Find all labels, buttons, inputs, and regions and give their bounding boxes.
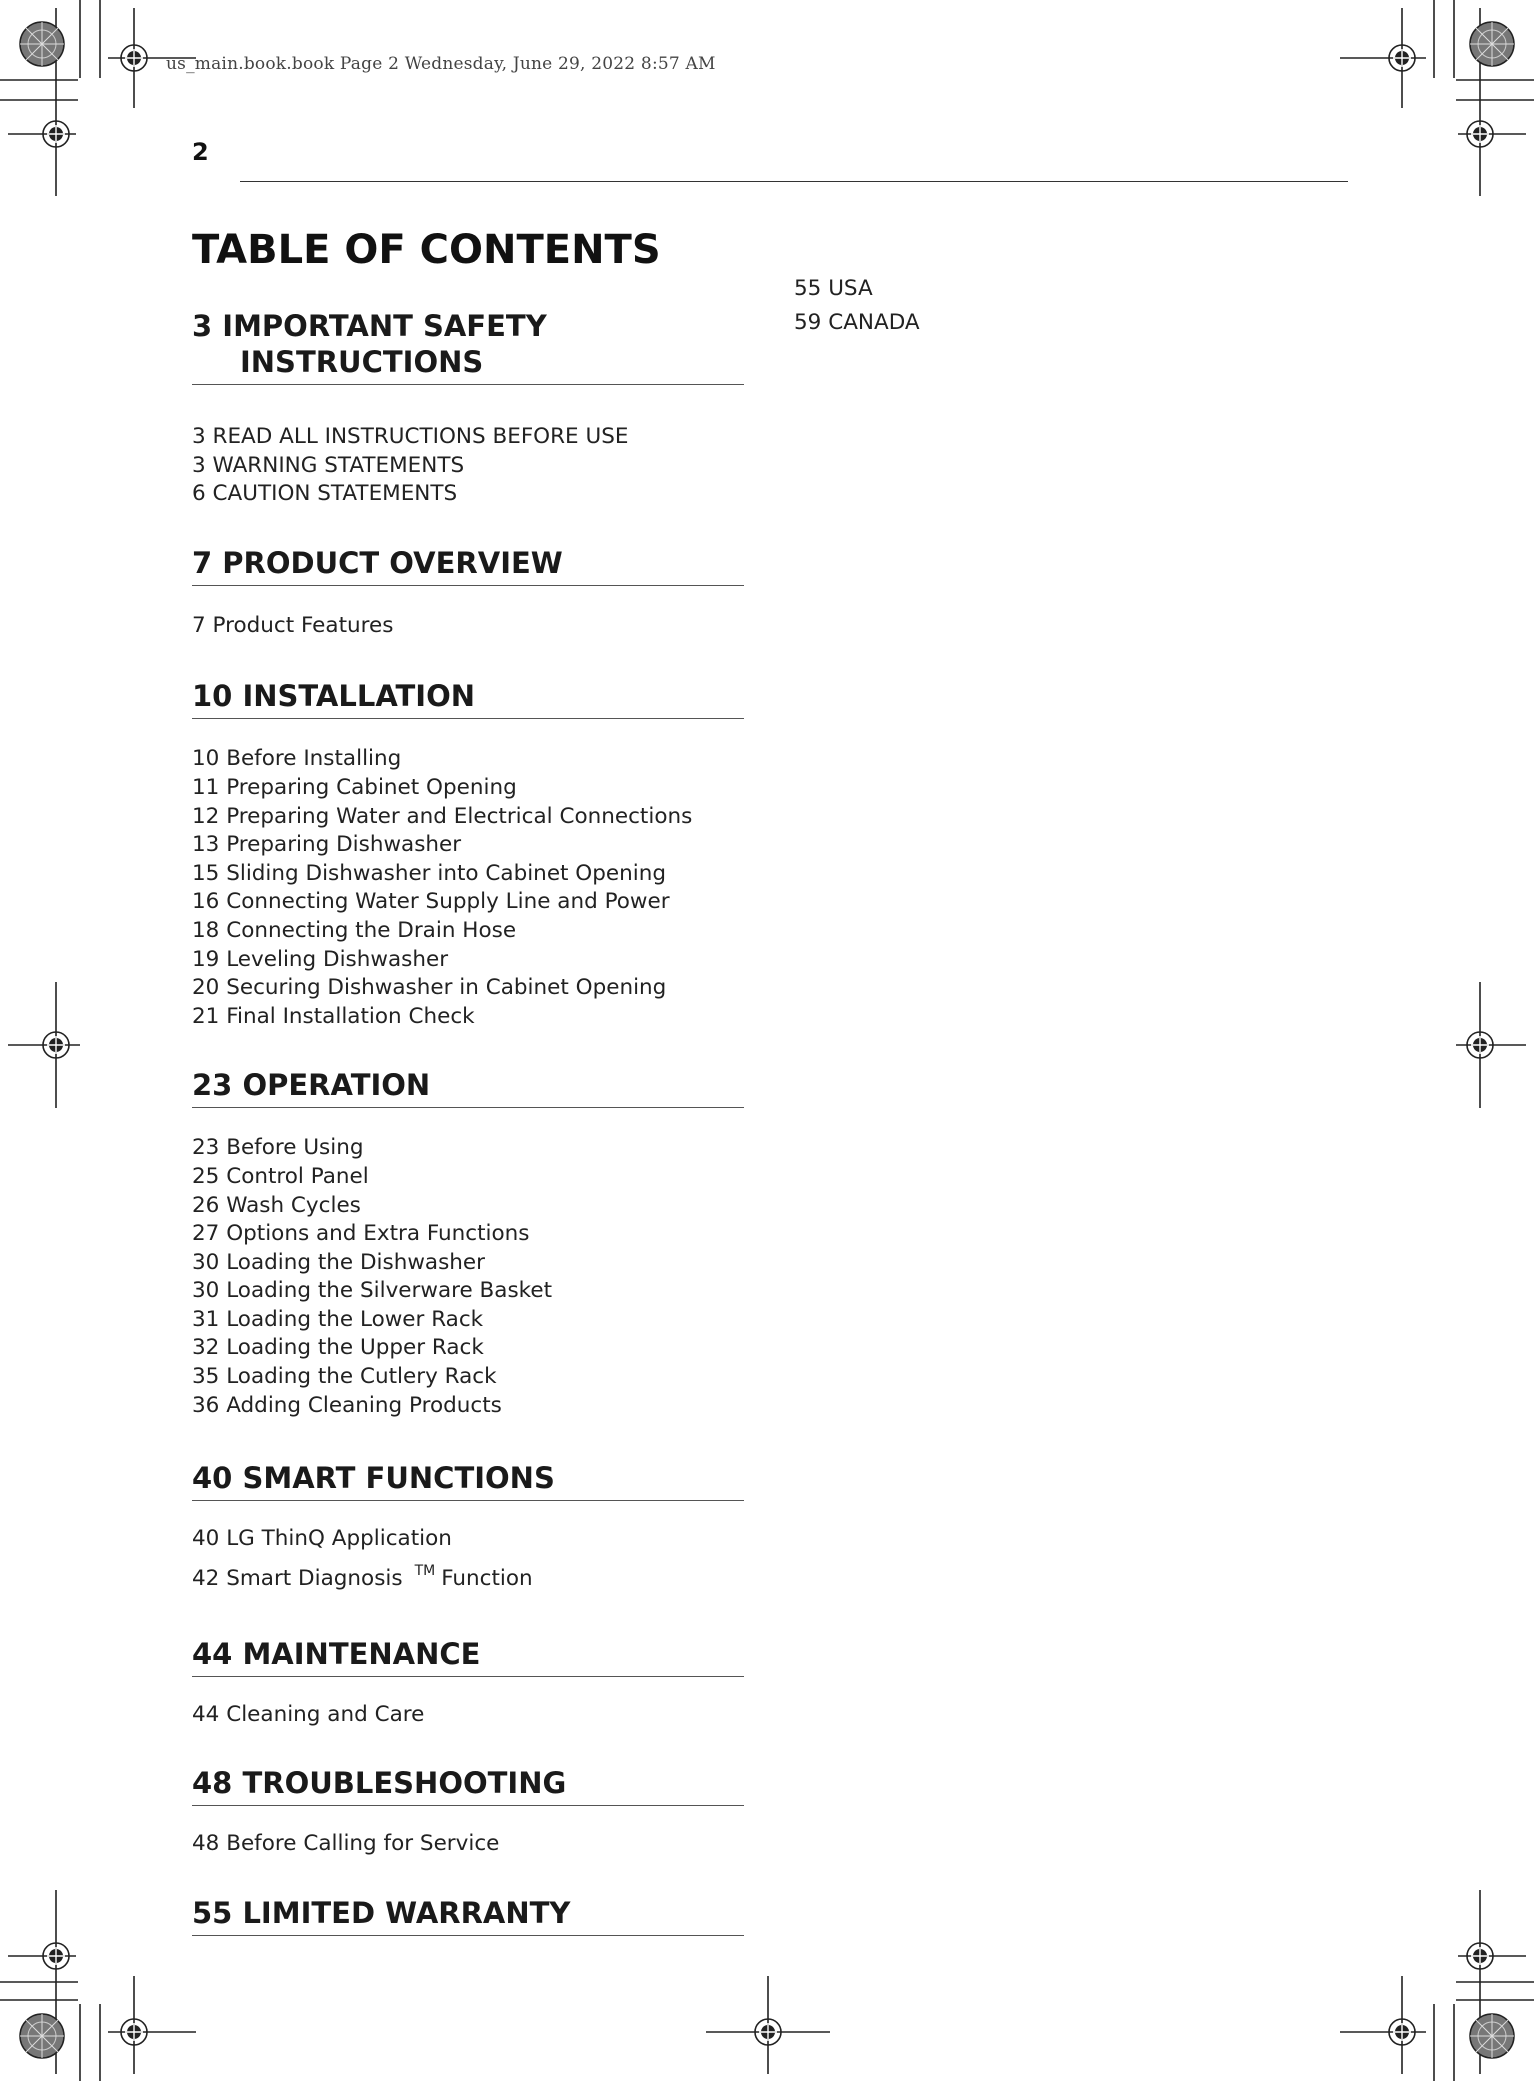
toc-entry[interactable] <box>192 803 744 832</box>
toc-entry-text: 31 Loading the Lower Rack <box>192 1306 484 1332</box>
toc-entry[interactable] <box>192 1363 744 1392</box>
toc-entry-text: 44 Cleaning and Care <box>192 1701 425 1727</box>
section-heading[interactable] <box>192 545 744 586</box>
toc-entry[interactable] <box>192 452 744 481</box>
toc-entry-text: 42 Smart Diagnosis <box>192 1565 403 1591</box>
toc-section <box>192 1895 744 1936</box>
toc-entry-text: 19 Leveling Dishwasher <box>192 946 449 972</box>
toc-entry-suffix: Function <box>441 1565 533 1591</box>
toc-entry-text: 6 CAUTION STATEMENTS <box>192 481 458 507</box>
toc-subsection-list <box>192 1525 744 1596</box>
toc-entry[interactable] <box>192 745 744 774</box>
section-heading-line: INSTRUCTIONS <box>240 345 484 379</box>
toc-entry-text: 40 LG ThinQ Application <box>192 1526 452 1552</box>
toc-entry[interactable] <box>192 480 744 509</box>
toc-entry-text: 32 Loading the Upper Rack <box>192 1335 484 1361</box>
section-heading[interactable] <box>192 1067 744 1108</box>
toc-left-column <box>192 272 744 1936</box>
section-heading-line: 44 MAINTENANCE <box>192 1636 481 1671</box>
toc-section <box>192 308 744 509</box>
toc-entry[interactable] <box>192 1192 744 1221</box>
toc-entry-text: 25 Control Panel <box>192 1163 369 1189</box>
toc-entry[interactable] <box>192 1163 744 1192</box>
section-heading[interactable] <box>192 1765 744 1806</box>
toc-entry[interactable] <box>192 1525 744 1554</box>
section-heading-line: 48 TROUBLESHOOTING <box>192 1766 567 1801</box>
toc-entry-text: 10 Before Installing <box>192 746 402 772</box>
toc-subsection-list <box>192 1830 744 1859</box>
toc-entry[interactable]: 59 CANADA <box>794 310 920 335</box>
toc-entry-text: 16 Connecting Water Supply Line and Power <box>192 889 670 915</box>
toc-section <box>192 545 744 641</box>
section-heading[interactable] <box>192 1636 744 1677</box>
toc-section <box>192 678 744 1031</box>
toc-entry-text: 12 Preparing Water and Electrical Connections <box>192 803 693 829</box>
toc-subsection-list <box>192 1701 744 1730</box>
toc-entry[interactable] <box>192 1134 744 1163</box>
section-heading[interactable] <box>192 1895 744 1936</box>
section-heading-line: 7 PRODUCT OVERVIEW <box>192 545 563 580</box>
toc-entry[interactable] <box>192 1830 744 1859</box>
toc-entry-text: 20 Securing Dishwasher in Cabinet Opening <box>192 975 667 1001</box>
toc-entry[interactable] <box>192 1277 744 1306</box>
toc-entry[interactable] <box>192 946 744 975</box>
toc-entry-text: 30 Loading the Silverware Basket <box>192 1278 553 1304</box>
toc-subsection-list <box>192 1134 744 1420</box>
print-slug: us_main.book.book Page 2 Wednesday, June 29, 2022 8:57 AM <box>166 54 716 74</box>
toc-entry[interactable]: 55 USA <box>794 276 873 301</box>
toc-entry[interactable] <box>192 612 744 641</box>
toc-entry-text: 26 Wash Cycles <box>192 1192 361 1218</box>
page-title: TABLE OF CONTENTS <box>192 226 661 273</box>
toc-entry[interactable] <box>192 917 744 946</box>
section-heading-line: 3 IMPORTANT SAFETY <box>192 309 547 343</box>
toc-section <box>192 1765 744 1859</box>
section-heading[interactable] <box>192 308 744 385</box>
toc-entry-text: 35 Loading the Cutlery Rack <box>192 1364 497 1390</box>
section-heading-line: 10 INSTALLATION <box>192 679 476 714</box>
toc-entry[interactable] <box>192 831 744 860</box>
section-heading-line: 55 LIMITED WARRANTY <box>192 1896 571 1931</box>
toc-entry-text: 15 Sliding Dishwasher into Cabinet Opening <box>192 860 666 886</box>
page-number: 2 <box>192 138 209 166</box>
toc-entry[interactable] <box>192 1701 744 1730</box>
toc-entry-text: 11 Preparing Cabinet Opening <box>192 774 517 800</box>
toc-entry-text: 36 Adding Cleaning Products <box>192 1392 502 1418</box>
toc-entry-text: 18 Connecting the Drain Hose <box>192 917 517 943</box>
toc-entry-text: 3 READ ALL INSTRUCTIONS BEFORE USE <box>192 424 629 449</box>
toc-entry-text: 23 Before Using <box>192 1135 364 1161</box>
toc-entry[interactable] <box>192 888 744 917</box>
trademark-superscript: TM <box>414 1562 436 1579</box>
toc-subsection-list <box>192 745 744 1031</box>
toc-entry[interactable] <box>192 1392 744 1421</box>
toc-entry-text: 30 Loading the Dishwasher <box>192 1249 485 1275</box>
toc-entry-text: 48 Before Calling for Service <box>192 1831 500 1857</box>
toc-right-column <box>794 272 920 340</box>
toc-entry[interactable] <box>192 1003 744 1032</box>
section-heading-line: 40 SMART FUNCTIONS <box>192 1461 555 1496</box>
toc-entry[interactable] <box>192 974 744 1003</box>
toc-subsection-list <box>794 272 920 340</box>
toc-section <box>192 1636 744 1730</box>
toc-entry[interactable] <box>192 1334 744 1363</box>
toc-subsection-list <box>192 612 744 641</box>
section-heading-line: 23 OPERATION <box>192 1068 431 1103</box>
toc-section <box>192 1067 744 1420</box>
header-rule <box>240 181 1348 182</box>
toc-entry[interactable] <box>192 774 744 803</box>
toc-entry[interactable] <box>192 1249 744 1278</box>
toc-entry[interactable] <box>192 423 744 452</box>
toc-entry[interactable] <box>192 1554 744 1596</box>
toc-entry-text: 21 Final Installation Check <box>192 1003 475 1029</box>
toc-section <box>192 1460 744 1596</box>
section-heading[interactable] <box>192 1460 744 1501</box>
toc-entry[interactable] <box>192 860 744 889</box>
toc-entry[interactable] <box>192 1306 744 1335</box>
toc-entry-text: 3 WARNING STATEMENTS <box>192 452 465 478</box>
section-heading[interactable] <box>192 678 744 719</box>
toc-entry-text: 7 Product Features <box>192 612 394 638</box>
toc-subsection-list <box>192 423 744 509</box>
toc-entry-text: 27 Options and Extra Functions <box>192 1221 530 1247</box>
toc-entry-text: 13 Preparing Dishwasher <box>192 832 462 858</box>
toc-entry[interactable] <box>192 1220 744 1249</box>
